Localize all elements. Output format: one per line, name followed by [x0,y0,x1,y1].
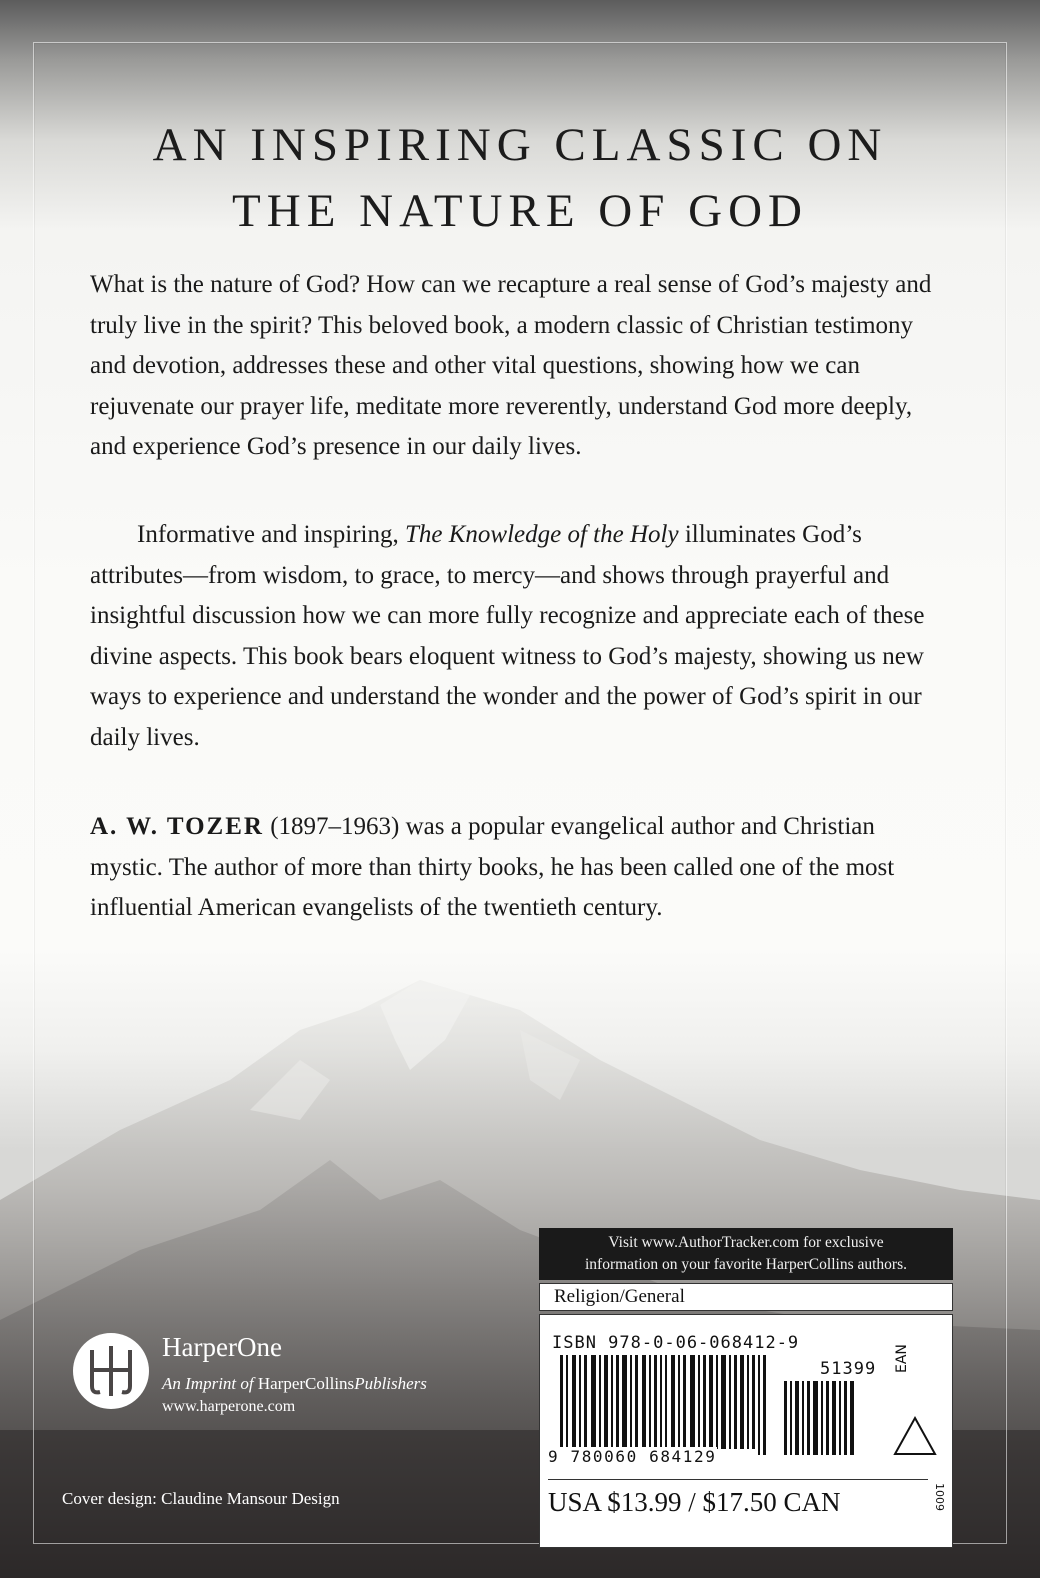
isbn-text: ISBN 978-0-06-068412-9 [552,1333,800,1353]
author-bio-text: (1897–1963) was a popular evangelical author and Christian mystic. The author of more than thirty books, he has been called one of the most influential American evangelists of the twentieth century. [90,813,895,921]
price-text: USA $13.99 / $17.50 CAN [548,1479,928,1520]
cover-headline [0,112,1040,244]
publisher-url: www.harperone.com [162,1398,296,1415]
print-code: 1009 [933,1483,946,1511]
harperone-logo-icon [70,1330,152,1412]
headline-line-2: THE NATURE OF GOD [232,185,808,237]
category-label: Religion/General [539,1283,953,1311]
imprint-name: HarperCollins [257,1374,355,1393]
cover-design-credit: Cover design: Claudine Mansour Design [62,1489,340,1508]
triangle-icon [892,1415,938,1457]
book-title: The Knowledge of the Holy [405,521,679,548]
visit-line-1: Visit www.AuthorTracker.com for exclusive [608,1234,884,1251]
publisher-imprint [162,1374,427,1394]
ean-label: EAN [894,1344,910,1373]
author-tracker-notice [539,1228,953,1280]
imprint-prefix: An Imprint of [162,1374,258,1393]
author-bio [90,807,950,929]
ean-digits: 9 780060 684129 [548,1447,717,1466]
description-paragraph-1: What is the nature of God? How can we recapture a real sense of God’s majesty and truly live in the spirit? This beloved book, a modern classic of Christian testimony and devotion, addresses these and other vital questions, showing how we can rejuvenate our prayer life, meditate more reverently, understand God more deeply, and experience God’s presence in our daily lives. [90,271,932,460]
author-name: A. W. TOZER [90,813,264,840]
visit-line-2: information on your favorite HarperCollins authors. [585,1256,907,1273]
description-paragraph-2 [90,515,950,758]
price-addon-code: 51399 [820,1359,877,1379]
paragraph-2-intro: Informative and inspiring, [137,521,405,548]
headline-line-1: AN INSPIRING CLASSIC ON [152,119,888,171]
barcode-panel [539,1314,953,1548]
paragraph-2-rest: illuminates God’s attributes—from wisdom, to grace, to mercy—and shows through prayerful and insightful discussion how we can more fully recognize and appreciate each of these divine aspects. This book bears eloquent witness to God’s majesty, showing us new ways to experience and understand the wonder and the power of God’s spirit in our daily lives. [90,521,925,751]
imprint-suffix: Publishers [354,1374,427,1393]
publisher-name: HarperOne [162,1332,282,1362]
